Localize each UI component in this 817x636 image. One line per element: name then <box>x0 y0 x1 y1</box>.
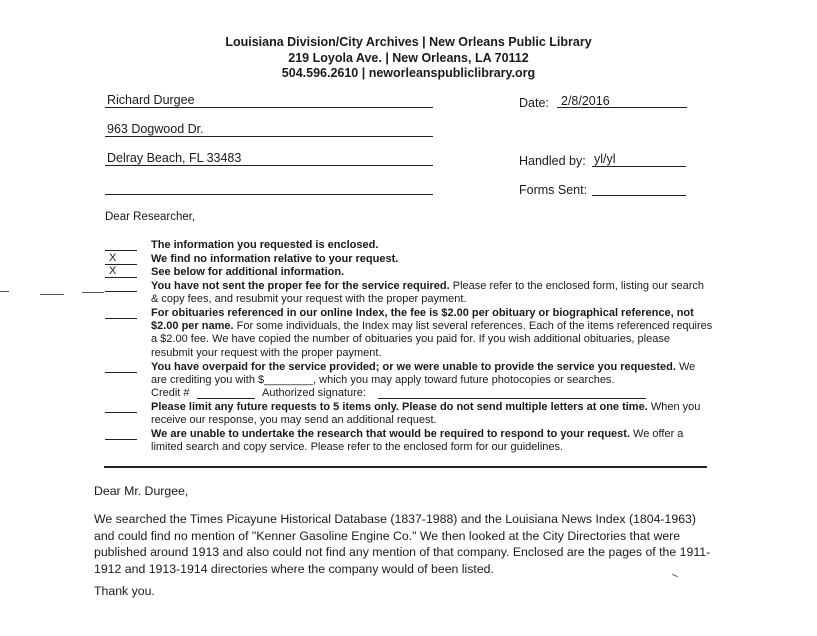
checkbox-blank <box>105 427 137 440</box>
scan-mark <box>40 294 64 295</box>
checklist-item: See below for additional information. <box>151 266 345 278</box>
archive-name: Louisiana Division/City Archives | New Orleans Public Library <box>225 35 592 49</box>
checklist-item: You have not sent the proper fee for the service required. Please refer to the enclosed form, listing our search & copy fees, and resubmit your request with the proper payment. <box>151 280 705 306</box>
date-value: 2/8/2016 <box>561 94 610 108</box>
recipient-street: 963 Dogwood Dr. <box>107 122 204 136</box>
forms-sent-label: Forms Sent: <box>519 183 588 197</box>
recipient-name: Richard Durgee <box>107 93 195 107</box>
handled-by-value: yl/yl <box>594 152 616 166</box>
archive-address: 219 Loyola Ave. | New Orleans, LA 70112 <box>288 51 529 65</box>
authorized-signature-label: Authorized signature: <box>262 387 366 399</box>
forms-sent-underline <box>592 195 686 196</box>
scan-mark <box>82 292 104 293</box>
date-underline <box>557 107 687 108</box>
checklist-item: You have overpaid for the service provided; or we were unable to provide the service you requested. We are crediting you with $________, which you may apply toward future photocopies or searches. <box>151 361 696 387</box>
signature-underline <box>378 398 646 399</box>
checklist-item: We are unable to undertake the research that would be required to respond to your request. We offer a limited search and copy service. Please refer to the enclosed form for our guidelines. <box>151 428 684 454</box>
salutation: Dear Researcher, <box>105 211 196 223</box>
date-label: Date: <box>519 96 549 110</box>
checkbox-blank: X <box>105 265 137 278</box>
checklist-item: We find no information relative to your request. <box>151 253 399 265</box>
section-divider <box>104 466 707 468</box>
city-underline <box>105 165 433 166</box>
handled-by-label: Handled by: <box>519 154 586 168</box>
checkbox-blank <box>105 279 137 292</box>
checklist-item: Please limit any future requests to 5 items only. Please do not send multiple letters at one time. When you receive our response, you may send an additional request. <box>151 401 701 427</box>
letter-greeting: Dear Mr. Durgee, <box>94 484 189 498</box>
checkbox-blank: X <box>105 252 137 265</box>
handled-by-underline <box>592 166 686 167</box>
scan-mark <box>0 291 9 292</box>
credit-underline <box>197 398 255 399</box>
checklist-item: The information you requested is enclosed. <box>151 239 379 251</box>
archive-contact: 504.596.2610 | neworleanspubliclibrary.org <box>281 66 536 80</box>
checkbox-blank <box>105 238 137 251</box>
name-underline <box>105 107 433 108</box>
credit-label: Credit # <box>151 387 190 399</box>
checkbox-blank <box>105 360 137 373</box>
line4-underline <box>105 194 433 195</box>
checklist-item: For obituaries referenced in our online Index, the fee is $2.00 per obituary or biographical reference, not $2.00 per name. For some individuals, the Index may list several references. Each of the items referenced requires a $2.00 fee. We have copied the number of obituaries you paid for. If you wish additional obituaries, please resubmit your request with the proper payment. <box>151 307 713 359</box>
checkbox-blank <box>105 306 137 319</box>
checkbox-blank <box>105 400 137 413</box>
letter-closing: Thank you. <box>94 584 155 598</box>
recipient-city: Delray Beach, FL 33483 <box>107 151 242 165</box>
letter-body: We searched the Times Picayune Historical Database (1837-1988) and the Louisiana News Index (1804-1963) and could find no mention of "Kenner Gasoline Engine Co." We then looked at the City Directories that were published around 1913 and also could not find any mention of that company. Enclosed are the pages of the 1911-1912 and 1913-1914 directories where the company would of been listed. <box>94 512 711 576</box>
street-underline <box>105 136 433 137</box>
